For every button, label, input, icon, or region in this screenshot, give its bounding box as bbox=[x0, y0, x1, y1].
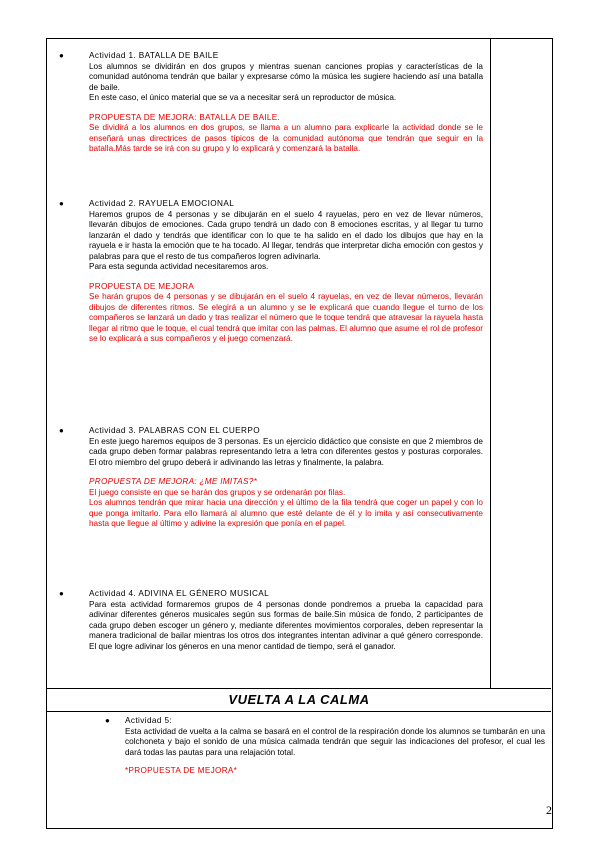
page-number: 2 bbox=[546, 803, 552, 817]
activity-1-title: Actividad 1. BATALLA DE BAILE bbox=[89, 51, 219, 60]
activity-2-text2: Para esta segunda actividad necesitaremos aros. bbox=[89, 262, 269, 271]
activity-3-title: Actividad 3. PALABRAS CON EL CUERPO bbox=[89, 426, 260, 435]
activity-1-proposal-title: PROPUESTA DE MEJORA: BATALLA DE BAILE. bbox=[89, 112, 281, 122]
content-table bbox=[46, 38, 553, 829]
activity-3 bbox=[89, 426, 483, 530]
activity-2-proposal-text: Se harán grupos de 4 personas y se dibujarán en el suelo 4 rayuelas, en vez de llevar números, llevarán dibujos de diferentes ritmos. Se elegirá a un alumno y se le explicará que cuando llegue el turno de los compañeros se lanzará un dado y tras realizar el número que le toque tendrá que atravesar la rayuela hasta llegar al ritmo que le toque, el cual tendrá que imitar con las palmas. El alumno que asume el rol de profesor se lo explicará a sus compañeros y el juego comenzará. bbox=[89, 292, 483, 343]
activity-1-text: Los alumnos se dividirán en dos grupos y mientras suenan canciones propias y características de la comunidad autónoma tendrán que bailar y expresarse cómo la música les sugiere haciendo así una batalla de baile. bbox=[89, 61, 483, 92]
section-divider-top bbox=[47, 688, 551, 689]
activity-4 bbox=[89, 589, 483, 652]
section-heading: VUELTA A LA CALMA bbox=[228, 692, 370, 707]
activity-1 bbox=[89, 51, 483, 155]
bullet-icon: ● bbox=[59, 199, 64, 208]
activity-3-proposal-title: PROPUESTA DE MEJORA: ¿ME IMITAS?* bbox=[89, 477, 258, 486]
activity-1-text2: En este caso, el único material que se va a necesitar será un reproductor de música. bbox=[89, 93, 397, 102]
activity-4-title: Actividad 4. ADIVINA EL GÉNERO MUSICAL bbox=[89, 589, 270, 598]
bullet-icon: ● bbox=[59, 51, 64, 60]
activity-5-proposal-title: *PROPUESTA DE MEJORA* bbox=[125, 766, 238, 775]
bullet-icon: ● bbox=[59, 589, 64, 598]
activity-2 bbox=[89, 199, 483, 345]
activity-5 bbox=[125, 716, 545, 777]
activity-3-proposal-text: El juego consiste en que se harán dos grupos y se ordenarán por filas. Los alumnos tendrán que mirar hacia una dirección y el último de la fila tendrá que coger un papel y con lo que ponga imitarlo. Para ello llamará al alumno que esté delante de él y lo imita y así consecutivamente hasta que llegue al último y adivine la expresión que ponía en el papel. bbox=[89, 487, 483, 528]
activity-1-proposal-text: Se dividirá a los alumnos en dos grupos, se llama a un alumno para explicarle la actividad donde se le enseñará unas directrices de pasos típicos de la comunidad autónoma que tendrán que seguir en la batalla.Más tarde se irá con su grupo y lo explicará y comenzará la batalla. bbox=[89, 123, 483, 153]
bullet-icon: ● bbox=[105, 716, 110, 725]
activity-3-text: En este juego haremos equipos de 3 personas. Es un ejercicio didáctico que consiste en que 2 miembros de cada grupo deben formar palabras representando letra a letra con diferentes gestos y posturas corporales. El otro miembro del grupo deberá ir adivinando las letras y finalmente, la palabra. bbox=[89, 436, 483, 467]
activity-4-text: Para esta actividad formaremos grupos de 4 personas donde pondremos a prueba la capacidad para adivinar diferentes géneros musicales según sus formas de baile.Sin música de fondo, 2 participantes de cada grupo deben escoger un género y, mediante diferentes movimientos corporales, deben representar la manera tradicional de bailar mientras los otros dos integrantes intentan adivinar a qué género corresponde. El que logre adivinar los géneros en una menor cantidad de tiempo, será el ganador. bbox=[89, 599, 483, 651]
column-divider bbox=[490, 39, 491, 688]
activity-2-proposal-title: PROPUESTA DE MEJORA bbox=[89, 281, 195, 291]
activity-2-title: Actividad 2. RAYUELA EMOCIONAL bbox=[89, 199, 235, 208]
bullet-icon: ● bbox=[59, 426, 64, 435]
activity-5-text: Esta actividad de vuelta a la calma se basará en el control de la respiración donde los alumnos se tumbarán en una colchoneta y bajo el sonido de una música calmada tendrán que seguir las indicaciones del profesor, el cual les dará todas las pautas para una relajación total. bbox=[125, 726, 545, 757]
activity-2-text: Haremos grupos de 4 personas y se dibujarán en el suelo 4 rayuelas, pero en vez de llevar números, llevarán dibujos de emociones. Cada grupo tendrá un dado con 8 emociones escritas, y al llegar tu turno lanzarán el dado y tendrás que identificar con lo que te ha salido en el dado los dibujos que hay en la rayuela e ir hasta la emoción que te ha tocado. Al llegar, tendrás que interpretar dicha emoción con gestos y palabras para que el resto de tus compañeros logren adivinarla. bbox=[89, 209, 483, 261]
section-divider-bottom bbox=[47, 711, 551, 712]
activity-5-title: Actividad 5: bbox=[125, 716, 173, 725]
